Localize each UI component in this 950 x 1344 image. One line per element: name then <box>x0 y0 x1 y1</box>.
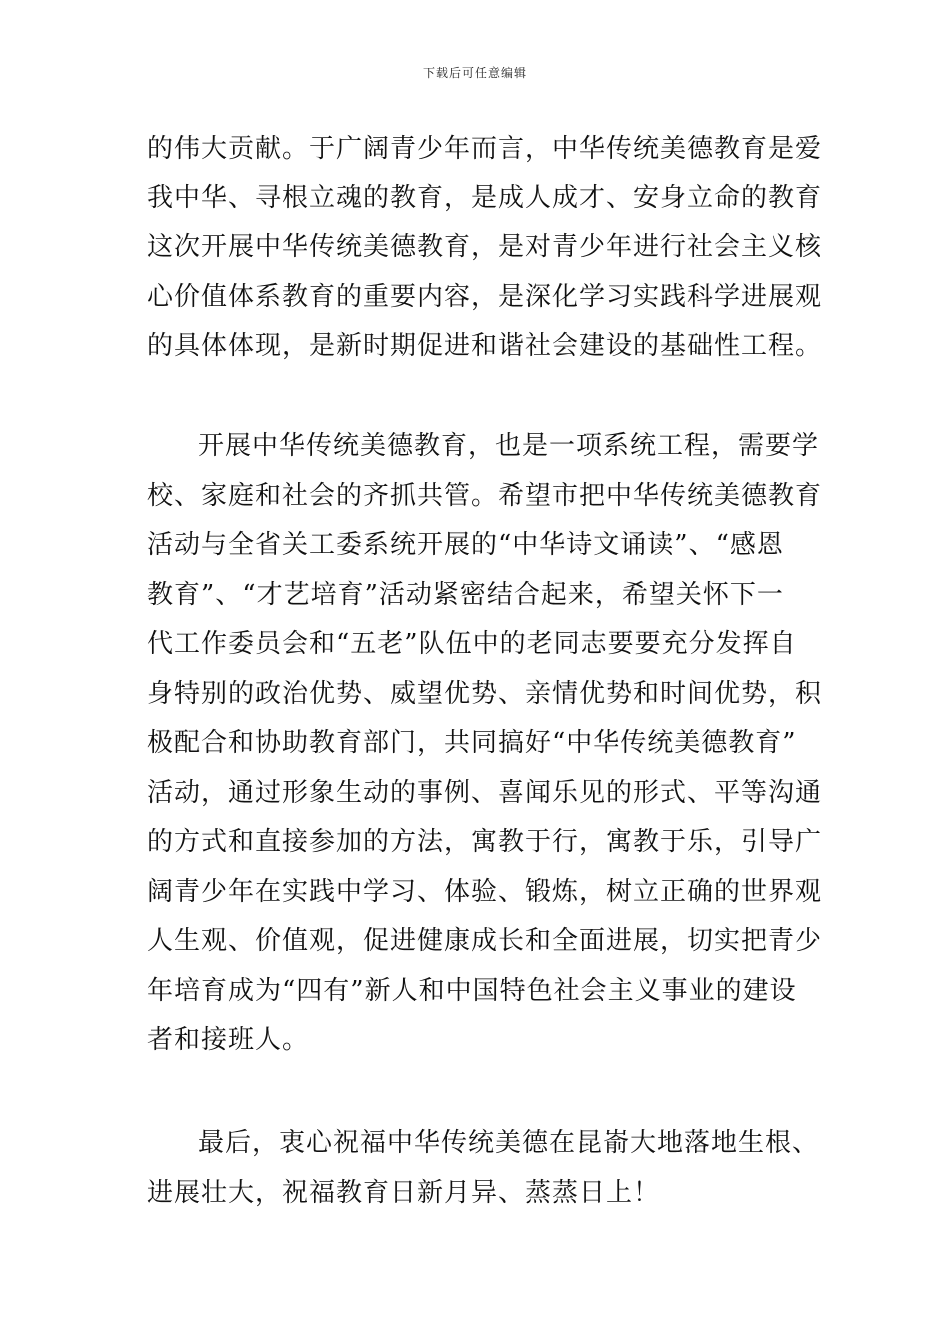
paragraph-2-line-6: 身特别的政治优势、威望优势、亲情优势和时间优势，积 <box>147 679 823 709</box>
paragraph-2-line-4: 教育”、“才艺培育”活动紧密结合起来，希望关怀下一 <box>147 580 784 610</box>
paragraph-2-line-10: 阔青少年在实践中学习、体验、锻炼，树立正确的世界观 <box>147 877 823 907</box>
paragraph-2-line-5: 代工作委员会和“五老”队伍中的老同志要要充分发挥自 <box>147 629 797 659</box>
paragraph-2-line-13: 者和接班人。 <box>147 1025 310 1055</box>
paragraph-1-line-3: 这次开展中华传统美德教育，是对青少年进行社会主义核 <box>147 232 823 262</box>
paragraph-2-line-2: 校、家庭和社会的齐抓共管。希望市把中华传统美德教育 <box>147 481 823 511</box>
paragraph-2-line-8: 活动，通过形象生动的事例、喜闻乐见的形式、平等沟通 <box>147 778 823 808</box>
paragraph-1-line-1: 的伟大贡献。于广阔青少年而言，中华传统美德教育是爱 <box>147 134 823 164</box>
paragraph-2-line-7: 极配合和协助教育部门，共同搞好“中华传统美德教育” <box>147 728 797 758</box>
paragraph-2-line-1: 开展中华传统美德教育，也是一项系统工程，需要学 <box>198 431 820 461</box>
paragraph-1-line-4: 心价值体系教育的重要内容，是深化学习实践科学进展观 <box>147 282 823 312</box>
paragraph-1-line-2: 我中华、寻根立魂的教育，是成人成才、安身立命的教育 <box>147 183 823 213</box>
paragraph-2-line-12: 年培育成为“四有”新人和中国特色社会主义事业的建设 <box>147 976 797 1006</box>
paragraph-2-line-11: 人生观、价值观，促进健康成长和全面进展，切实把青少 <box>147 926 823 956</box>
paragraph-1-line-5: 的具体体现，是新时期促进和谐社会建设的基础性工程。 <box>147 331 823 361</box>
paragraph-2-line-3: 活动与全省关工委系统开展的“中华诗文诵读”、“感恩 <box>147 530 784 560</box>
paragraph-3-line-2: 进展壮大，祝福教育日新月异、蒸蒸日上！ <box>147 1178 661 1208</box>
page-header: 下载后可任意编辑 <box>422 66 527 80</box>
paragraph-2-line-9: 的方式和直接参加的方法，寓教于行，寓教于乐，引导广 <box>147 827 823 857</box>
paragraph-3-line-1: 最后，衷心祝福中华传统美德在昆嵛大地落地生根、 <box>198 1128 820 1158</box>
